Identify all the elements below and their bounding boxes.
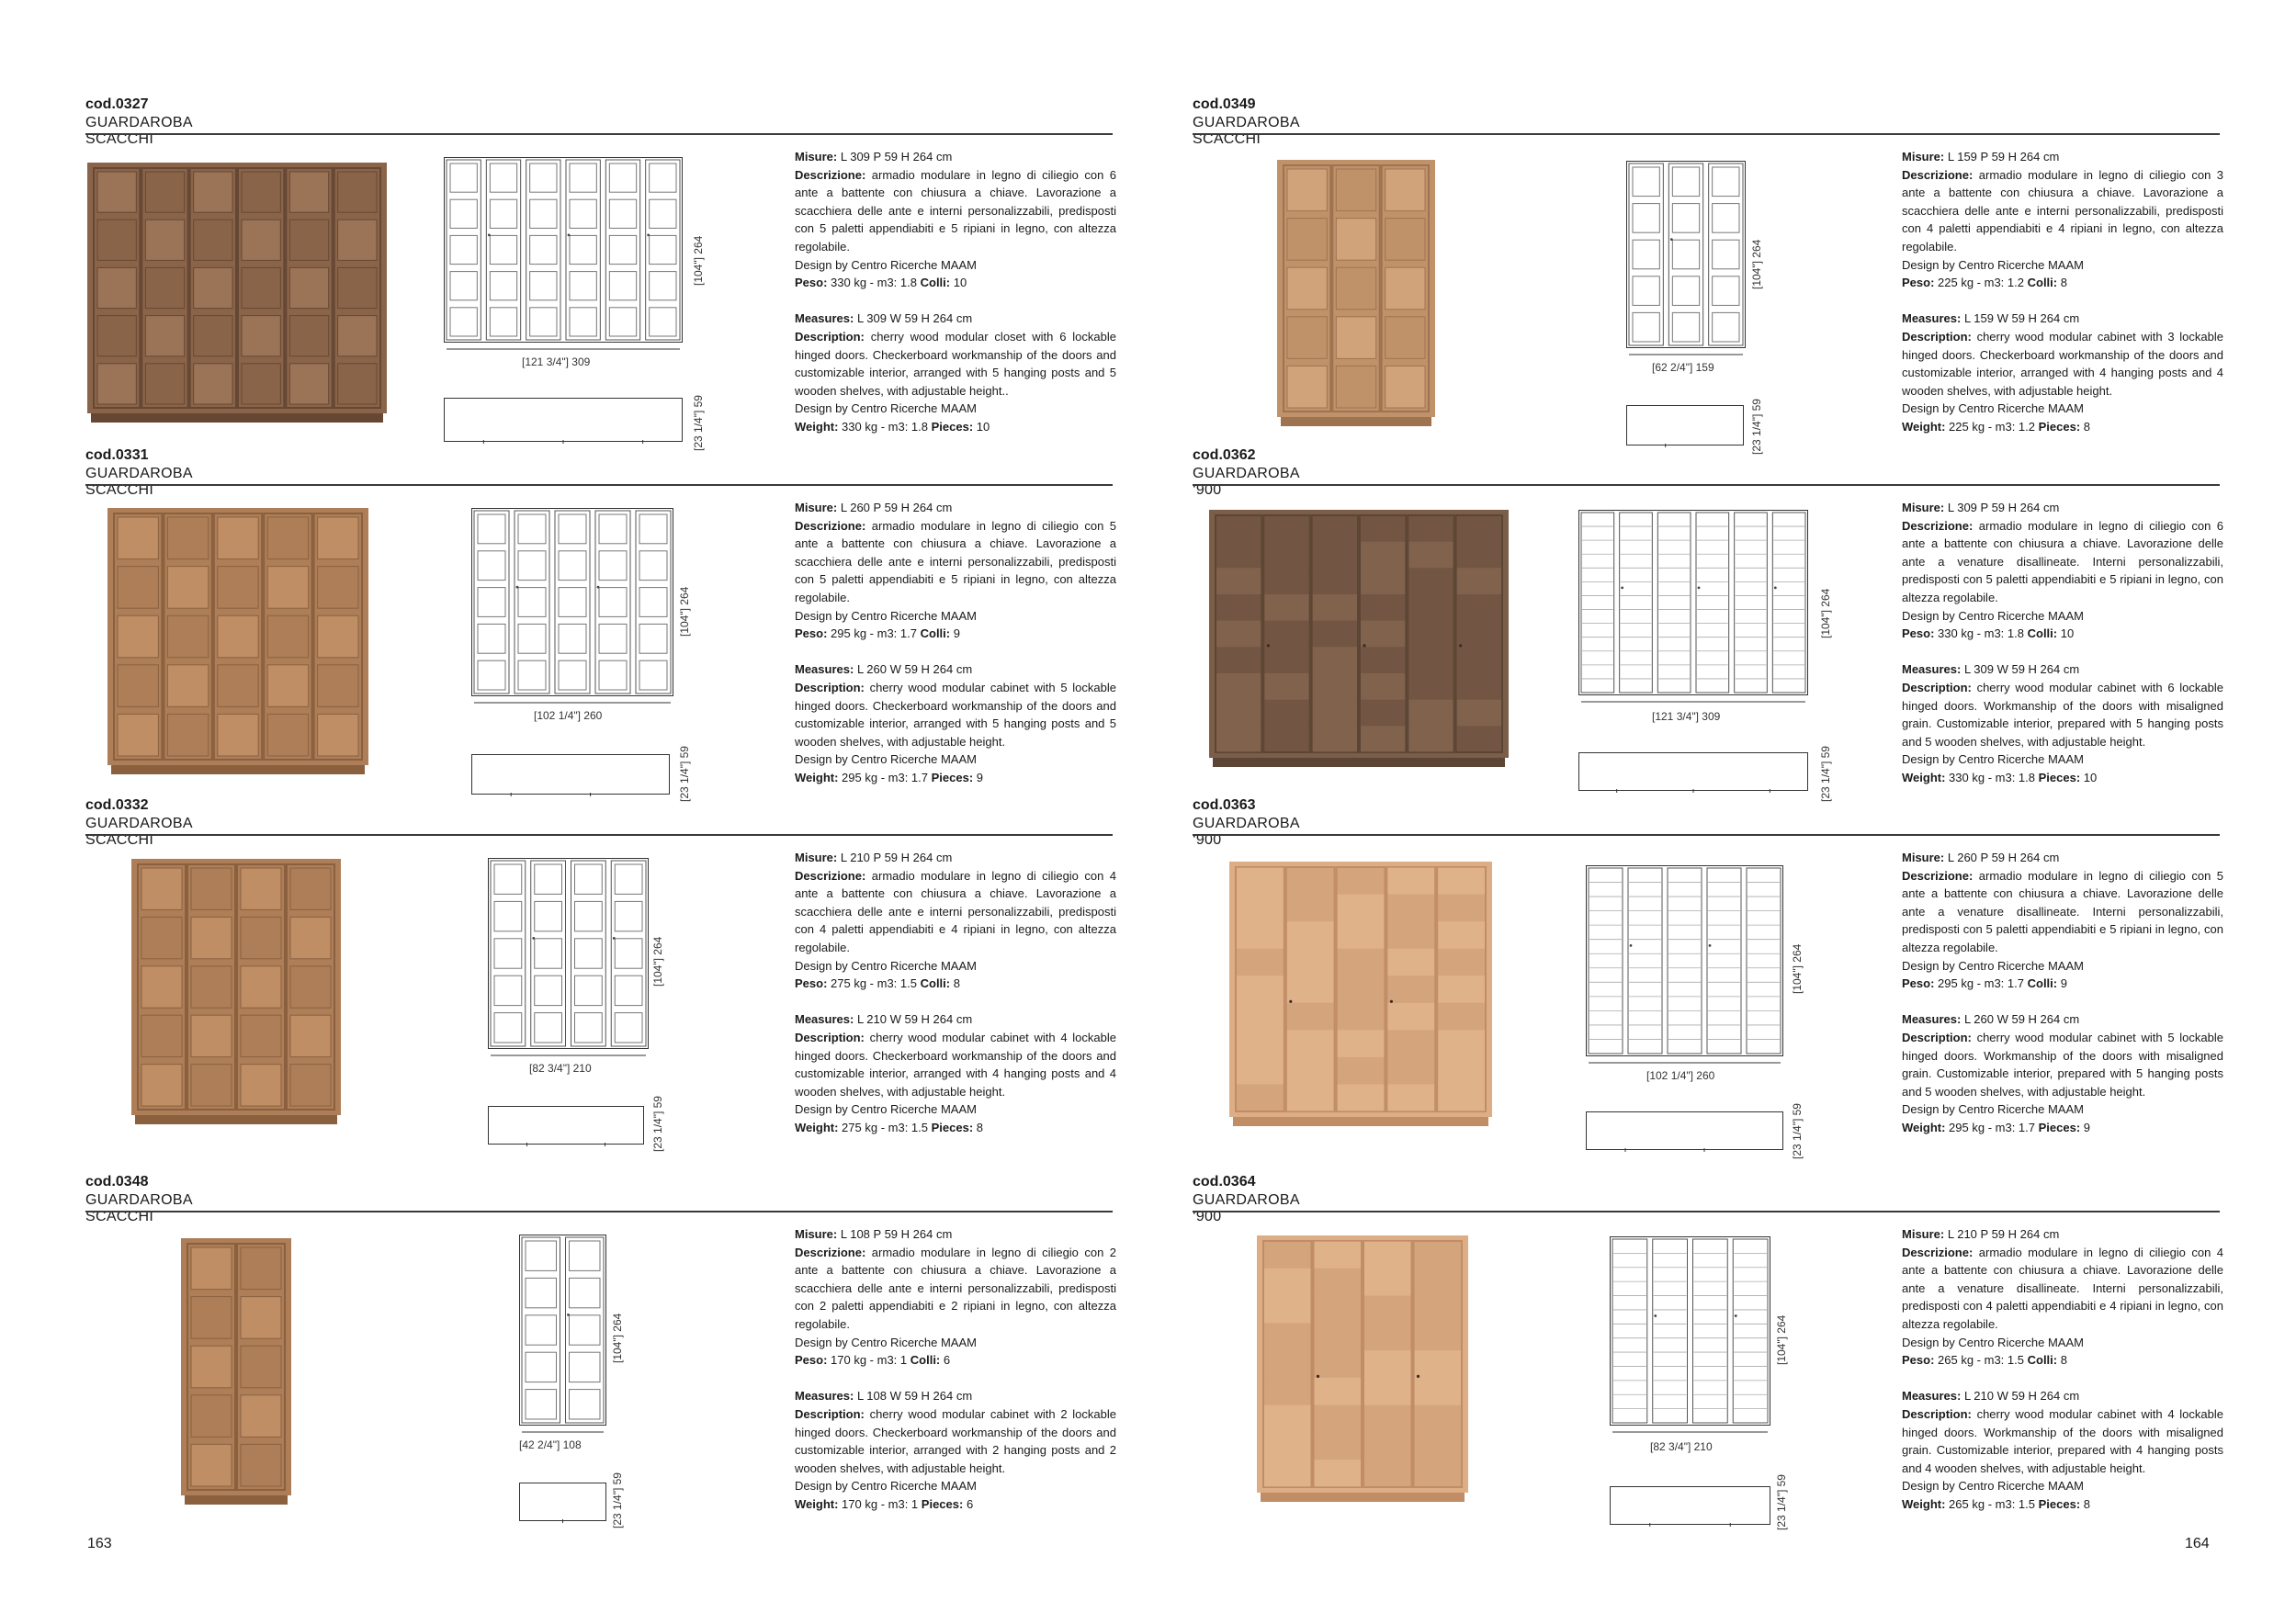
description-label-en: Description:	[795, 329, 865, 344]
pieces-en: 10	[976, 419, 990, 434]
width-dimension: [102 1/4"] 260	[534, 709, 603, 722]
description-label-it: Descrizione:	[1902, 167, 1974, 182]
depth-dimension: [23 1/4"] 59	[611, 1472, 624, 1528]
plan-outline	[520, 1483, 606, 1524]
technical-drawing	[519, 1235, 703, 1620]
depth-dimension: [23 1/4"] 59	[651, 1096, 664, 1152]
measures-it: L 159 P 59 H 264 cm	[1947, 150, 2060, 164]
height-dimension: [104"] 264	[611, 1313, 624, 1363]
wardrobe-door	[1332, 165, 1379, 412]
wardrobe-door	[1216, 515, 1261, 752]
pieces-en: 9	[2083, 1120, 2091, 1134]
wardrobe-door	[1314, 1241, 1363, 1487]
depth-dimension: [23 1/4"] 59	[692, 395, 705, 451]
wardrobe-door	[334, 168, 380, 408]
pieces-label-en: Pieces:	[2038, 770, 2081, 784]
description-en: cherry wood modular cabinet with 4 lockable hinged doors. Checkerboard workmanship of the doors and customizable interior, arranged with 4 hanging posts and 4 wooden shelves, with adjustable height.	[795, 1030, 1116, 1099]
spec-text	[795, 849, 1116, 1137]
measures-label-en: Measures:	[1902, 1389, 1962, 1404]
section-rule	[85, 1211, 1113, 1212]
pieces-label-en: Pieces:	[931, 770, 974, 784]
pieces-it: 6	[943, 1353, 951, 1368]
designer-it: Design by Centro Ricerche MAAM	[795, 1335, 977, 1349]
weight-en: 225 kg - m3: 1.2	[1949, 419, 2035, 434]
spec-text	[795, 1225, 1116, 1514]
designer-en: Design by Centro Ricerche MAAM	[795, 401, 977, 416]
pieces-label-it: Colli:	[920, 976, 951, 991]
drawing-outline	[472, 509, 673, 696]
wardrobe-door	[1312, 515, 1358, 752]
wardrobe-door	[187, 1244, 235, 1490]
weight-label-it: Peso:	[795, 976, 828, 991]
designer-en: Design by Centro Ricerche MAAM	[1902, 1479, 2084, 1494]
wardrobe-photo	[107, 508, 368, 774]
weight-label-it: Peso:	[795, 1353, 828, 1368]
pieces-label-it: Colli:	[920, 626, 951, 641]
wardrobe-photo	[87, 163, 387, 423]
wardrobe-plinth	[185, 1495, 288, 1505]
wardrobe-photo	[1257, 1235, 1468, 1502]
weight-it: 295 kg - m3: 1.7	[831, 626, 917, 641]
wardrobe-door	[1382, 165, 1429, 412]
description-label-it: Descrizione:	[1902, 1245, 1974, 1259]
width-dimension: [121 3/4"] 309	[522, 355, 591, 368]
designer-en: Design by Centro Ricerche MAAM	[795, 1102, 977, 1117]
weight-en: 170 kg - m3: 1	[842, 1496, 919, 1511]
measures-label-en: Measures:	[795, 662, 854, 677]
plan-outline	[1579, 753, 1808, 794]
section-rule	[1193, 1211, 2220, 1212]
pieces-it: 8	[2060, 276, 2067, 290]
measures-label-it: Misure:	[1902, 501, 1945, 514]
pieces-label-en: Pieces:	[2038, 1496, 2081, 1511]
designer-it: Design by Centro Ricerche MAAM	[1902, 257, 2084, 272]
weight-en: 265 kg - m3: 1.5	[1949, 1496, 2035, 1511]
description-label-it: Descrizione:	[1902, 518, 1974, 533]
wardrobe-door	[1408, 515, 1453, 752]
product-name: GUARDAROBA ‘900	[1193, 816, 1299, 848]
product-code: cod.0332	[85, 797, 149, 813]
plan-view-drawing	[444, 394, 683, 445]
description-label-en: Description:	[1902, 1030, 1972, 1044]
measures-label-it: Misure:	[795, 851, 838, 864]
description-en: cherry wood modular closet with 6 lockable hinged doors. Checkerboard workmanship of the doors and customizable interior, arranged with 5 hanging posts and 5 wooden shelves, with adjustable height..	[795, 329, 1116, 398]
wardrobe-photo	[1229, 862, 1492, 1126]
page-number-right: 164	[2185, 1536, 2210, 1551]
product-code: cod.0363	[1193, 797, 1256, 813]
pieces-en: 10	[2083, 770, 2098, 784]
wardrobe-door	[190, 168, 236, 408]
wardrobe-plinth	[1213, 758, 1505, 767]
measures-en: L 309 W 59 H 264 cm	[856, 311, 973, 326]
spec-text	[1902, 1225, 2223, 1514]
description-label-it: Descrizione:	[795, 868, 866, 883]
technical-drawing	[1626, 161, 1810, 547]
product-code: cod.0349	[1193, 96, 1256, 112]
weight-label-en: Weight:	[795, 1496, 839, 1511]
designer-it: Design by Centro Ricerche MAAM	[795, 608, 977, 623]
wardrobe-door	[1284, 165, 1330, 412]
measures-it: L 210 P 59 H 264 cm	[1947, 1227, 2060, 1241]
drawing-outline	[1579, 511, 1808, 695]
front-elevation-drawing	[488, 858, 649, 1056]
pieces-it: 8	[953, 976, 960, 991]
section-rule	[85, 133, 1113, 135]
description-it: armadio modulare in legno di ciliegio con 4 ante a battente con chiusura a chiave. Lavorazione delle ante a venature disallineate. Interni personalizzabili, predisposti con 4 paletti appendiabiti e 4 ripiani in legno, con altezza regolabile.	[1902, 1245, 2223, 1331]
measures-label-en: Measures:	[1902, 662, 1962, 677]
wardrobe-door	[1414, 1241, 1463, 1487]
pieces-label-en: Pieces:	[931, 419, 974, 434]
measures-label-it: Misure:	[795, 1227, 838, 1241]
wardrobe-plinth	[111, 765, 365, 774]
designer-en: Design by Centro Ricerche MAAM	[795, 752, 977, 767]
designer-en: Design by Centro Ricerche MAAM	[795, 1479, 977, 1494]
weight-label-en: Weight:	[1902, 770, 1946, 784]
weight-en: 275 kg - m3: 1.5	[842, 1120, 928, 1134]
weight-label-en: Weight:	[795, 770, 839, 784]
spec-text	[1902, 849, 2223, 1137]
measures-en: L 260 W 59 H 264 cm	[1963, 1012, 2080, 1027]
product-code: cod.0331	[85, 447, 149, 463]
wardrobe-photo	[131, 859, 341, 1124]
pieces-it: 10	[953, 276, 967, 290]
description-label-en: Description:	[1902, 1406, 1972, 1421]
plan-view-drawing	[519, 1479, 606, 1525]
weight-label-en: Weight:	[1902, 1496, 1946, 1511]
designer-it: Design by Centro Ricerche MAAM	[795, 257, 977, 272]
description-label-it: Descrizione:	[795, 1245, 866, 1259]
front-elevation-drawing	[1578, 510, 1808, 703]
weight-label-it: Peso:	[795, 626, 828, 641]
pieces-en: 8	[2083, 419, 2091, 434]
front-elevation-drawing	[444, 157, 683, 350]
product-code: cod.0362	[1193, 447, 1256, 463]
wardrobe-door	[1437, 867, 1486, 1111]
description-label-it: Descrizione:	[1902, 868, 1974, 883]
wardrobe-door	[214, 513, 262, 760]
measures-label-it: Misure:	[795, 150, 838, 164]
wardrobe-plinth	[91, 413, 383, 423]
description-it: armadio modulare in legno di ciliegio con 6 ante a battente con chiusura a chiave. Lavorazione delle ante a venature disallineate. Interni personalizzabili, predisposti con 5 paletti appendiabiti e 5 ripiani in legno, con altezza regolabile.	[1902, 518, 2223, 604]
description-en: cherry wood modular cabinet with 4 lockable hinged doors. Workmanship of the doors with misaligned grain. Customizable interior, prepared with 4 hanging posts and 4 wooden shelves, with adjustable height.	[1902, 1406, 2223, 1475]
designer-it: Design by Centro Ricerche MAAM	[1902, 1335, 2084, 1349]
wardrobe-plinth	[135, 1115, 337, 1124]
drawing-outline	[1627, 162, 1746, 348]
wardrobe-door	[1360, 515, 1406, 752]
weight-it: 265 kg - m3: 1.5	[1938, 1353, 2024, 1368]
weight-en: 295 kg - m3: 1.7	[1949, 1120, 2035, 1134]
pieces-label-it: Colli:	[2027, 626, 2058, 641]
spec-text	[795, 148, 1116, 436]
designer-it: Design by Centro Ricerche MAAM	[795, 958, 977, 973]
plan-outline	[1627, 406, 1744, 448]
section-rule	[85, 484, 1113, 486]
weight-label-it: Peso:	[1902, 1353, 1935, 1368]
section-rule	[1193, 834, 2220, 836]
description-label-en: Description:	[795, 1406, 865, 1421]
plan-outline	[445, 399, 683, 445]
width-dimension: [62 2/4"] 159	[1652, 361, 1714, 374]
page-number-left: 163	[87, 1536, 112, 1551]
product-name: GUARDAROBA ‘900	[1193, 1192, 1299, 1224]
depth-dimension: [23 1/4"] 59	[1819, 746, 1832, 802]
plan-view-drawing	[1610, 1483, 1770, 1528]
measures-en: L 260 W 59 H 264 cm	[856, 662, 973, 677]
width-dimension: [82 3/4"] 210	[1650, 1440, 1713, 1453]
weight-label-it: Peso:	[795, 276, 828, 290]
pieces-en: 8	[976, 1120, 984, 1134]
description-en: cherry wood modular cabinet with 3 lockable hinged doors. Checkerboard workmanship of the doors and customizable interior, arranged with 4 hanging posts and 4 wooden shelves, with adjustable height.	[1902, 329, 2223, 398]
wardrobe-door	[264, 513, 311, 760]
product-code: cod.0364	[1193, 1174, 1256, 1190]
measures-label-it: Misure:	[1902, 150, 1945, 164]
product-name: GUARDAROBA ‘900	[1193, 466, 1299, 498]
product-name: GUARDAROBA SCACCHI	[85, 466, 192, 498]
wardrobe-door	[141, 168, 187, 408]
section-rule	[85, 834, 1113, 836]
wardrobe-door	[237, 864, 285, 1110]
product-name: GUARDAROBA SCACCHI	[1193, 115, 1299, 147]
weight-label-en: Weight:	[795, 419, 839, 434]
measures-it: L 260 P 59 H 264 cm	[840, 501, 953, 514]
wardrobe-door	[114, 513, 162, 760]
weight-it: 275 kg - m3: 1.5	[831, 976, 917, 991]
product-name: GUARDAROBA SCACCHI	[85, 115, 192, 147]
wardrobe-door	[164, 513, 211, 760]
wardrobe-door	[94, 168, 140, 408]
measures-label-en: Measures:	[1902, 311, 1962, 326]
description-it: armadio modulare in legno di ciliegio con 5 ante a battente con chiusura a chiave. Lavorazione delle ante a venature disallineate. Interni personalizzabili, predisposti con 5 paletti appendiabiti e 5 ripiani in legno, con altezza regolabile.	[1902, 868, 2223, 954]
front-elevation-drawing	[1586, 865, 1783, 1064]
plan-view-drawing	[488, 1102, 644, 1148]
weight-it: 330 kg - m3: 1.8	[1938, 626, 2024, 641]
wardrobe-photo	[1209, 510, 1509, 767]
drawing-outline	[489, 859, 649, 1049]
weight-en: 330 kg - m3: 1.8	[842, 419, 928, 434]
measures-label-en: Measures:	[1902, 1012, 1962, 1027]
measures-it: L 108 P 59 H 264 cm	[840, 1227, 953, 1241]
weight-it: 170 kg - m3: 1	[831, 1353, 908, 1368]
measures-it: L 260 P 59 H 264 cm	[1947, 851, 2060, 864]
spec-text	[1902, 148, 2223, 436]
wardrobe-door	[314, 513, 362, 760]
measures-en: L 108 W 59 H 264 cm	[856, 1389, 973, 1404]
plan-outline	[1611, 1487, 1770, 1528]
pieces-label-en: Pieces:	[2038, 419, 2081, 434]
depth-dimension: [23 1/4"] 59	[1791, 1103, 1804, 1159]
plan-view-drawing	[471, 750, 670, 798]
drawing-outline	[1611, 1237, 1770, 1426]
weight-label-it: Peso:	[1902, 276, 1935, 290]
description-it: armadio modulare in legno di ciliegio con 6 ante a battente con chiusura a chiave. Lavorazione a scacchiera delle ante e interni personalizzabili, predisposti con 5 paletti appendiabiti e 5 ripiani in legno, con altezza regolabile.	[795, 167, 1116, 254]
wardrobe-door	[238, 168, 284, 408]
section-rule	[1193, 484, 2220, 486]
weight-it: 330 kg - m3: 1.8	[831, 276, 917, 290]
section-rule	[1193, 133, 2220, 135]
wardrobe-door	[1286, 867, 1335, 1111]
wardrobe-door	[1337, 867, 1386, 1111]
product-name: GUARDAROBA SCACCHI	[85, 1192, 192, 1224]
pieces-en: 9	[976, 770, 984, 784]
weight-label-en: Weight:	[795, 1120, 839, 1134]
designer-it: Design by Centro Ricerche MAAM	[1902, 958, 2084, 973]
height-dimension: [104"] 264	[1775, 1314, 1788, 1365]
pieces-it: 10	[2060, 626, 2075, 641]
technical-drawing	[1586, 865, 1804, 1251]
front-elevation-drawing	[471, 508, 673, 704]
weight-label-en: Weight:	[1902, 1120, 1946, 1134]
weight-label-it: Peso:	[1902, 976, 1935, 991]
wardrobe-plinth	[1233, 1117, 1488, 1126]
technical-drawing	[471, 508, 691, 894]
designer-en: Design by Centro Ricerche MAAM	[1902, 401, 2084, 416]
weight-en: 330 kg - m3: 1.8	[1949, 770, 2035, 784]
measures-label-en: Measures:	[795, 1389, 854, 1404]
plan-view-drawing	[1578, 749, 1808, 795]
weight-it: 225 kg - m3: 1.2	[1938, 276, 2024, 290]
wardrobe-door	[1263, 1241, 1312, 1487]
product-name: GUARDAROBA SCACCHI	[85, 816, 192, 848]
plan-view-drawing	[1626, 401, 1744, 449]
measures-en: L 159 W 59 H 264 cm	[1963, 311, 2080, 326]
description-it: armadio modulare in legno di ciliegio con 3 ante a battente con chiusura a chiave. Lavorazione a scacchiera delle ante e interni personalizzabili, predisposti con 4 paletti appendiabiti e 4 ripiani in legno, con altezza regolabile.	[1902, 167, 2223, 254]
wardrobe-photo	[181, 1238, 291, 1505]
wardrobe-door	[1263, 515, 1309, 752]
wardrobe-door	[237, 1244, 285, 1490]
description-label-en: Description:	[795, 680, 865, 694]
designer-en: Design by Centro Ricerche MAAM	[1902, 752, 2084, 767]
depth-dimension: [23 1/4"] 59	[1775, 1474, 1788, 1530]
drawing-outline	[1587, 866, 1783, 1056]
wardrobe-door	[138, 864, 186, 1110]
measures-it: L 309 P 59 H 264 cm	[1947, 501, 2060, 514]
product-code: cod.0327	[85, 96, 149, 112]
technical-drawing	[1578, 510, 1832, 896]
measures-label-it: Misure:	[1902, 1227, 1945, 1241]
front-elevation-drawing	[1610, 1236, 1770, 1433]
depth-dimension: [23 1/4"] 59	[1750, 399, 1763, 455]
height-dimension: [104"] 264	[692, 235, 705, 286]
height-dimension: [104"] 264	[1750, 239, 1763, 289]
measures-en: L 309 W 59 H 264 cm	[1963, 662, 2080, 677]
measures-label-it: Misure:	[1902, 851, 1945, 864]
height-dimension: [104"] 264	[1819, 588, 1832, 638]
plan-outline	[1587, 1112, 1783, 1153]
designer-it: Design by Centro Ricerche MAAM	[1902, 608, 2084, 623]
measures-label-it: Misure:	[795, 501, 838, 514]
pieces-en: 6	[966, 1496, 974, 1511]
designer-en: Design by Centro Ricerche MAAM	[1902, 1102, 2084, 1117]
wardrobe-door	[1386, 867, 1435, 1111]
measures-en: L 210 W 59 H 264 cm	[1963, 1389, 2080, 1404]
description-label-it: Descrizione:	[795, 167, 866, 182]
spec-text	[795, 499, 1116, 787]
weight-it: 295 kg - m3: 1.7	[1938, 976, 2024, 991]
description-label-en: Description:	[795, 1030, 865, 1044]
wardrobe-door	[286, 168, 332, 408]
front-elevation-drawing	[1626, 161, 1746, 355]
pieces-it: 9	[2060, 976, 2067, 991]
description-en: cherry wood modular cabinet with 6 lockable hinged doors. Workmanship of the doors with misaligned grain. Customizable interior, prepared with 5 hanging posts and 5 wooden shelves, with adjustable height.	[1902, 680, 2223, 749]
technical-drawing	[1610, 1236, 1793, 1622]
pieces-en: 8	[2083, 1496, 2091, 1511]
pieces-label-it: Colli:	[2027, 276, 2058, 290]
technical-drawing	[488, 858, 672, 1244]
wardrobe-door	[1363, 1241, 1412, 1487]
wardrobe-plinth	[1261, 1493, 1465, 1502]
pieces-label-it: Colli:	[910, 1353, 941, 1368]
wardrobe-photo	[1277, 160, 1435, 426]
width-dimension: [42 2/4"] 108	[519, 1438, 582, 1451]
pieces-label-it: Colli:	[2027, 976, 2058, 991]
measures-label-en: Measures:	[795, 1012, 854, 1027]
pieces-label-it: Colli:	[2027, 1353, 2058, 1368]
plan-outline	[472, 755, 670, 797]
front-elevation-drawing	[519, 1235, 606, 1433]
measures-en: L 210 W 59 H 264 cm	[856, 1012, 973, 1027]
pieces-label-it: Colli:	[920, 276, 951, 290]
pieces-label-en: Pieces:	[2038, 1120, 2081, 1134]
width-dimension: [121 3/4"] 309	[1652, 710, 1721, 723]
description-it: armadio modulare in legno di ciliegio con 4 ante a battente con chiusura a chiave. Lavorazione a scacchiera delle ante e interni personalizzabili, predisposti con 4 paletti appendiabiti e 4 ripiani in legno, con altezza regolabile.	[795, 868, 1116, 954]
weight-label-it: Peso:	[1902, 626, 1935, 641]
description-label-en: Description:	[1902, 329, 1972, 344]
description-it: armadio modulare in legno di ciliegio con 2 ante a battente con chiusura a chiave. Lavorazione a scacchiera delle ante e interni personalizzabili, predisposti con 2 paletti appendiabiti e 2 ripiani in legno, con altezza regolabile.	[795, 1245, 1116, 1331]
pieces-it: 8	[2060, 1353, 2067, 1368]
pieces-it: 9	[953, 626, 960, 641]
width-dimension: [102 1/4"] 260	[1646, 1069, 1715, 1082]
measures-it: L 309 P 59 H 264 cm	[840, 150, 953, 164]
description-en: cherry wood modular cabinet with 5 lockable hinged doors. Checkerboard workmanship of the doors and customizable interior, arranged with 5 hanging posts and 5 wooden shelves, with adjustable height.	[795, 680, 1116, 749]
height-dimension: [104"] 264	[651, 936, 664, 987]
description-label-it: Descrizione:	[795, 518, 866, 533]
wardrobe-door	[287, 864, 334, 1110]
description-it: armadio modulare in legno di ciliegio con 5 ante a battente con chiusura a chiave. Lavorazione a scacchiera delle ante e interni personalizzabili, predisposti con 5 paletti appendiabiti e 5 ripiani in legno, con altezza regolabile.	[795, 518, 1116, 604]
height-dimension: [104"] 264	[678, 586, 691, 637]
wardrobe-door	[1456, 515, 1502, 752]
width-dimension: [82 3/4"] 210	[529, 1062, 592, 1075]
description-label-en: Description:	[1902, 680, 1972, 694]
drawing-outline	[445, 158, 683, 343]
plan-view-drawing	[1586, 1108, 1783, 1154]
product-code: cod.0348	[85, 1174, 149, 1190]
weight-en: 295 kg - m3: 1.7	[842, 770, 928, 784]
measures-it: L 210 P 59 H 264 cm	[840, 851, 953, 864]
wardrobe-door	[1236, 867, 1284, 1111]
weight-label-en: Weight:	[1902, 419, 1946, 434]
pieces-label-en: Pieces:	[931, 1120, 974, 1134]
wardrobe-plinth	[1281, 417, 1431, 426]
pieces-label-en: Pieces:	[921, 1496, 964, 1511]
description-en: cherry wood modular cabinet with 2 lockable hinged doors. Checkerboard workmanship of the doors and customizable interior, arranged with 2 hanging posts and 2 wooden shelves, with adjustable height.	[795, 1406, 1116, 1475]
plan-outline	[489, 1107, 644, 1147]
spec-text	[1902, 499, 2223, 787]
wardrobe-door	[187, 864, 235, 1110]
height-dimension: [104"] 264	[1791, 943, 1804, 994]
drawing-outline	[520, 1235, 606, 1426]
depth-dimension: [23 1/4"] 59	[678, 746, 691, 802]
description-en: cherry wood modular cabinet with 5 lockable hinged doors. Workmanship of the doors with misaligned grain. Customizable interior, prepared with 5 hanging posts and 5 wooden shelves, with adjustable height.	[1902, 1030, 2223, 1099]
measures-label-en: Measures:	[795, 311, 854, 326]
